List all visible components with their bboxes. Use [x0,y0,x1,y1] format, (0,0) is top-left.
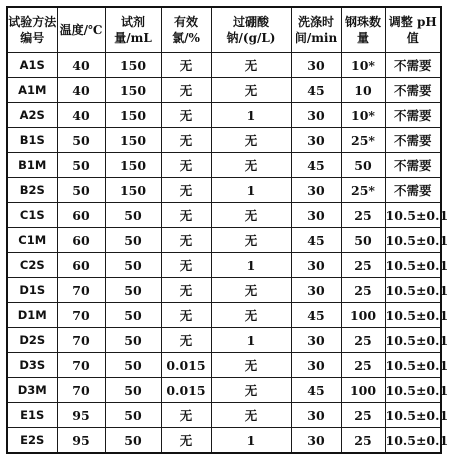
cell-available-chlorine: 无 [161,178,211,203]
cell-ph-adjust: 不需要 [385,78,441,103]
header-ph-adjust: 调整 pH 值 [385,7,441,53]
cell-sodium-perborate: 1 [211,178,291,203]
cell-reagent-volume: 50 [105,353,161,378]
cell-steel-balls: 10 [341,78,385,103]
table-row [7,228,441,253]
table-row [7,278,441,303]
table-row [7,428,441,454]
cell-method-id: D1M [7,303,57,328]
cell-ph-adjust: 10.5±0.1 [385,378,441,403]
cell-reagent-volume: 50 [105,378,161,403]
cell-method-id: E1S [7,403,57,428]
cell-steel-balls: 25 [341,353,385,378]
cell-temperature: 70 [57,303,105,328]
cell-ph-adjust: 10.5±0.1 [385,253,441,278]
cell-method-id: C1S [7,203,57,228]
cell-available-chlorine: 0.015 [161,378,211,403]
cell-steel-balls: 25 [341,428,385,454]
cell-reagent-volume: 50 [105,403,161,428]
table-row [7,303,441,328]
cell-temperature: 70 [57,328,105,353]
cell-sodium-perborate: 无 [211,153,291,178]
cell-sodium-perborate: 无 [211,403,291,428]
table-row [7,128,441,153]
cell-steel-balls: 25 [341,253,385,278]
cell-sodium-perborate: 无 [211,203,291,228]
cell-sodium-perborate: 无 [211,128,291,153]
cell-method-id: B1M [7,153,57,178]
cell-ph-adjust: 不需要 [385,128,441,153]
cell-reagent-volume: 50 [105,253,161,278]
cell-ph-adjust: 10.5±0.1 [385,353,441,378]
cell-method-id: B1S [7,128,57,153]
cell-method-id: E2S [7,428,57,454]
cell-temperature: 70 [57,378,105,403]
table-row [7,203,441,228]
cell-available-chlorine: 无 [161,203,211,228]
cell-wash-time: 30 [291,103,341,128]
cell-steel-balls: 100 [341,303,385,328]
cell-ph-adjust: 10.5±0.1 [385,303,441,328]
cell-ph-adjust: 不需要 [385,178,441,203]
cell-temperature: 40 [57,103,105,128]
header-available-chlorine: 有效氯/% [161,7,211,53]
table-row [7,78,441,103]
cell-method-id: C2S [7,253,57,278]
cell-sodium-perborate: 1 [211,328,291,353]
cell-available-chlorine: 无 [161,153,211,178]
header-sodium-perborate: 过硼酸钠/(g/L) [211,7,291,53]
cell-available-chlorine: 无 [161,228,211,253]
cell-sodium-perborate: 无 [211,53,291,78]
cell-wash-time: 30 [291,178,341,203]
cell-ph-adjust: 10.5±0.1 [385,328,441,353]
cell-steel-balls: 10* [341,103,385,128]
cell-reagent-volume: 50 [105,428,161,454]
table-body [7,53,449,454]
cell-steel-balls: 25 [341,203,385,228]
cell-available-chlorine: 无 [161,103,211,128]
cell-ph-adjust: 不需要 [385,153,441,178]
cell-ph-adjust: 10.5±0.1 [385,228,441,253]
cell-temperature: 50 [57,153,105,178]
cell-reagent-volume: 50 [105,303,161,328]
cell-ph-adjust: 10.5±0.1 [385,278,441,303]
cell-method-id: A1S [7,53,57,78]
cell-method-id: A1M [7,78,57,103]
cell-sodium-perborate: 无 [211,378,291,403]
cell-reagent-volume: 150 [105,103,161,128]
cell-wash-time: 45 [291,228,341,253]
cell-temperature: 70 [57,353,105,378]
cell-wash-time: 30 [291,128,341,153]
cell-temperature: 50 [57,178,105,203]
cell-reagent-volume: 50 [105,278,161,303]
cell-steel-balls: 50 [341,228,385,253]
cell-reagent-volume: 150 [105,128,161,153]
cell-ph-adjust: 10.5±0.1 [385,428,441,454]
cell-reagent-volume: 150 [105,78,161,103]
table-row [7,153,441,178]
cell-ph-adjust: 不需要 [385,53,441,78]
cell-wash-time: 45 [291,378,341,403]
header-method-id: 试验方法编号 [7,7,57,53]
cell-method-id: D2S [7,328,57,353]
cell-temperature: 40 [57,53,105,78]
table-row [7,353,441,378]
cell-steel-balls: 10* [341,53,385,78]
cell-reagent-volume: 50 [105,203,161,228]
cell-wash-time: 30 [291,428,341,454]
cell-method-id: D3S [7,353,57,378]
cell-wash-time: 30 [291,353,341,378]
header-steel-balls: 钢珠数量 [341,7,385,53]
cell-steel-balls: 25* [341,128,385,153]
cell-ph-adjust: 10.5±0.1 [385,403,441,428]
cell-reagent-volume: 50 [105,228,161,253]
cell-method-id: D3M [7,378,57,403]
cell-reagent-volume: 150 [105,178,161,203]
table-row [7,328,441,353]
table-row [7,403,441,428]
test-method-table-container [6,6,449,454]
cell-wash-time: 30 [291,53,341,78]
cell-sodium-perborate: 无 [211,78,291,103]
cell-temperature: 60 [57,253,105,278]
cell-method-id: D1S [7,278,57,303]
cell-method-id: A2S [7,103,57,128]
cell-available-chlorine: 无 [161,253,211,278]
cell-temperature: 60 [57,203,105,228]
test-method-table [6,6,449,454]
cell-steel-balls: 25 [341,403,385,428]
table-row [7,103,441,128]
cell-wash-time: 30 [291,403,341,428]
cell-temperature: 50 [57,128,105,153]
table-row [7,378,441,403]
cell-wash-time: 30 [291,278,341,303]
cell-available-chlorine: 0.015 [161,353,211,378]
cell-method-id: B2S [7,178,57,203]
cell-available-chlorine: 无 [161,278,211,303]
cell-steel-balls: 25 [341,328,385,353]
cell-steel-balls: 25* [341,178,385,203]
cell-available-chlorine: 无 [161,53,211,78]
table-row [7,178,441,203]
cell-temperature: 95 [57,403,105,428]
table-row [7,253,441,278]
cell-steel-balls: 50 [341,153,385,178]
cell-temperature: 40 [57,78,105,103]
cell-available-chlorine: 无 [161,303,211,328]
cell-available-chlorine: 无 [161,328,211,353]
cell-wash-time: 45 [291,303,341,328]
header-wash-time: 洗涤时间/min [291,7,341,53]
cell-reagent-volume: 50 [105,328,161,353]
cell-reagent-volume: 150 [105,53,161,78]
cell-sodium-perborate: 无 [211,228,291,253]
cell-temperature: 70 [57,278,105,303]
cell-reagent-volume: 150 [105,153,161,178]
cell-wash-time: 30 [291,328,341,353]
table-row [7,53,441,78]
cell-temperature: 60 [57,228,105,253]
cell-steel-balls: 25 [341,278,385,303]
header-temperature: 温度/℃ [57,7,105,53]
cell-temperature: 95 [57,428,105,454]
cell-sodium-perborate: 1 [211,253,291,278]
cell-sodium-perborate: 无 [211,353,291,378]
cell-method-id: C1M [7,228,57,253]
header-row [7,7,441,53]
cell-sodium-perborate: 无 [211,278,291,303]
cell-sodium-perborate: 无 [211,303,291,328]
cell-ph-adjust: 10.5±0.1 [385,203,441,228]
cell-available-chlorine: 无 [161,128,211,153]
cell-sodium-perborate: 1 [211,103,291,128]
cell-available-chlorine: 无 [161,428,211,454]
cell-wash-time: 45 [291,78,341,103]
cell-wash-time: 30 [291,253,341,278]
header-reagent-volume: 试剂量/mL [105,7,161,53]
cell-sodium-perborate: 1 [211,428,291,454]
cell-ph-adjust: 不需要 [385,103,441,128]
cell-steel-balls: 100 [341,378,385,403]
cell-available-chlorine: 无 [161,403,211,428]
table-header [7,7,441,53]
cell-wash-time: 45 [291,153,341,178]
cell-wash-time: 30 [291,203,341,228]
cell-available-chlorine: 无 [161,78,211,103]
